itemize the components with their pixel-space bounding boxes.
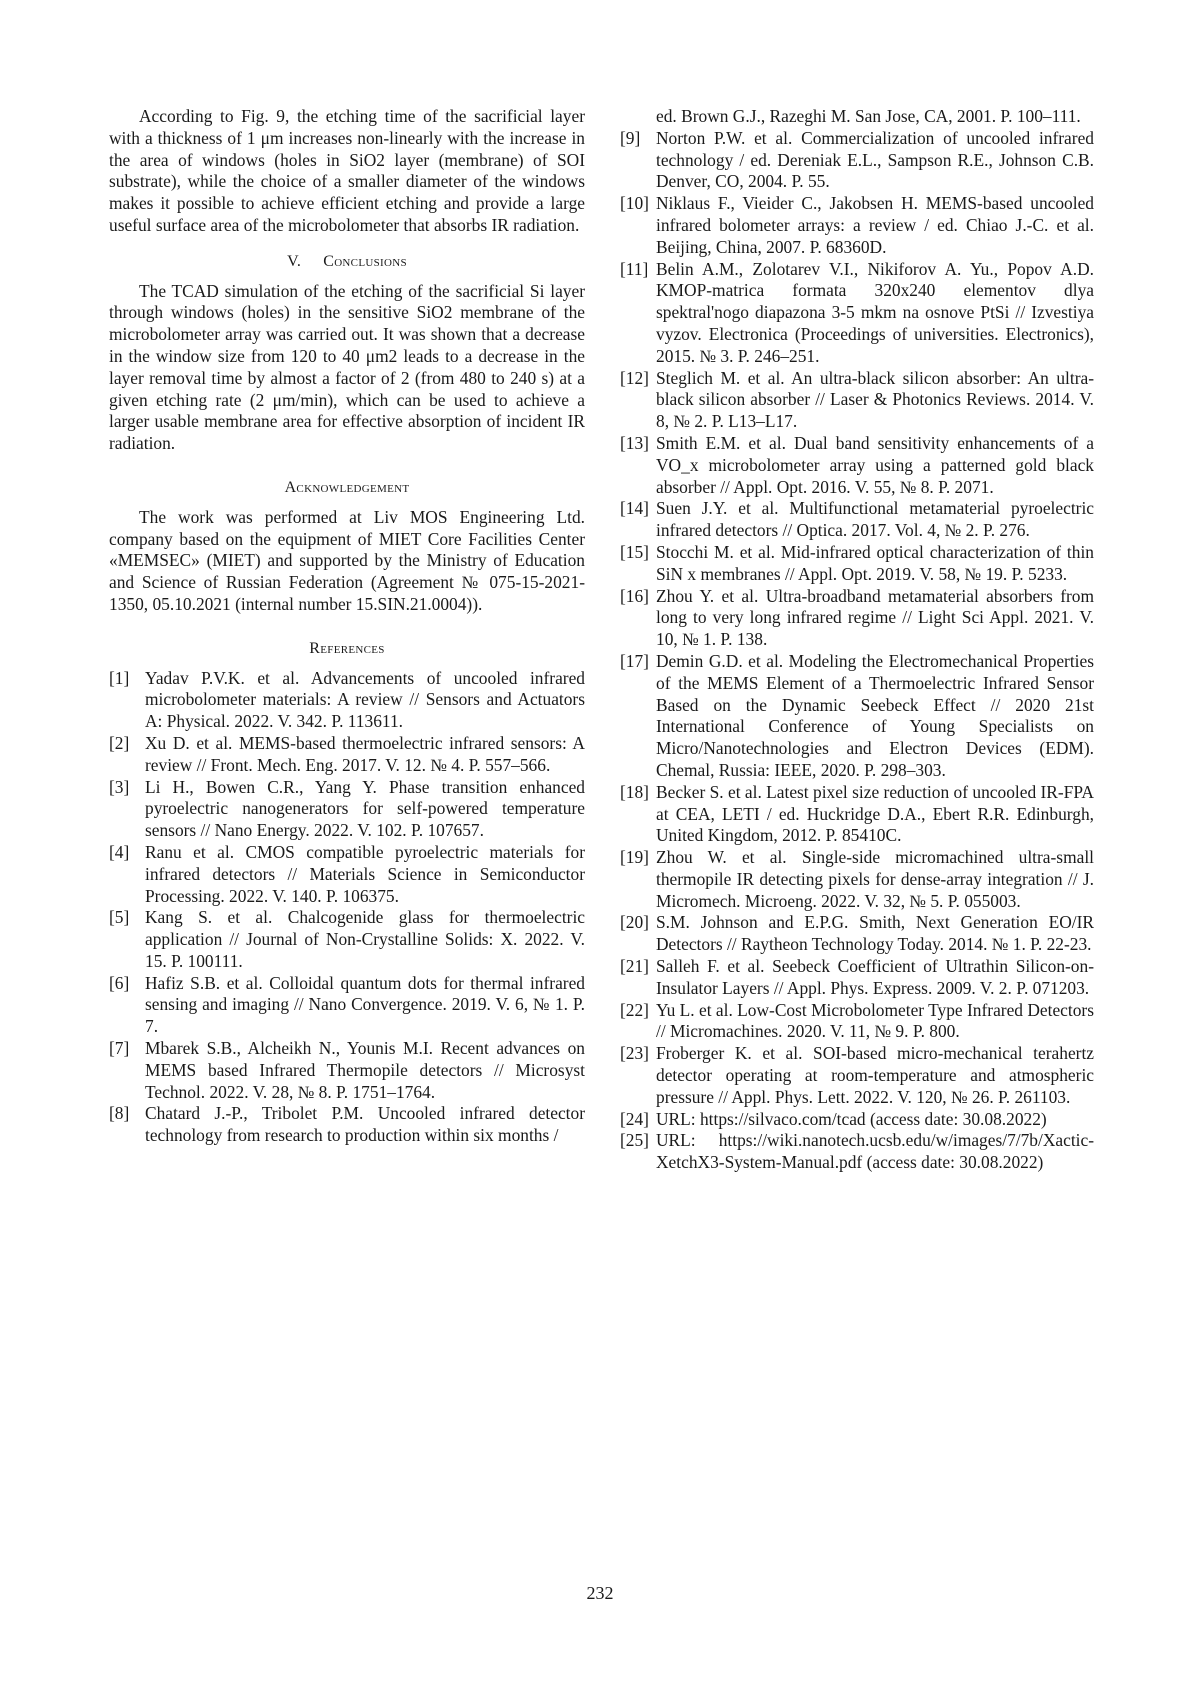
reference-number: [19]: [620, 847, 656, 912]
reference-number: [5]: [109, 907, 145, 972]
reference-text: Suen J.Y. et al. Multifunctional metamaterial pyroelectric infrared detectors // Optica. 2017. Vol. 4, № 2. P. 276.: [656, 498, 1094, 542]
reference-item: [109, 1038, 585, 1103]
conclusions-heading-number: V.: [287, 253, 301, 270]
references-list-right: [620, 106, 1094, 1174]
reference-text: S.M. Johnson and E.P.G. Smith, Next Generation EO/IR Detectors // Raytheon Technology Today. 2014. № 1. P. 22-23.: [656, 912, 1094, 956]
reference-number: [10]: [620, 193, 656, 258]
reference-number: [9]: [620, 128, 656, 193]
reference-number: [21]: [620, 956, 656, 1000]
reference-text: Smith E.M. et al. Dual band sensitivity enhancements of a VO_x microbolometer array using a patterned gold black absorber // Appl. Opt. 2016. V. 55, № 8. P. 2071.: [656, 433, 1094, 498]
reference-number: [4]: [109, 842, 145, 907]
reference-number: [6]: [109, 973, 145, 1038]
reference-item: [620, 368, 1094, 433]
reference-text: Li H., Bowen C.R., Yang Y. Phase transition enhanced pyroelectric nanogenerators for self-powered temperature sensors // Nano Energy. 2022. V. 102. P. 107657.: [145, 777, 585, 842]
reference-number: [8]: [109, 1103, 145, 1147]
page-number: 232: [0, 1583, 1200, 1604]
reference-item: [109, 1103, 585, 1147]
reference-number: [20]: [620, 912, 656, 956]
reference-item: [109, 842, 585, 907]
reference-text: Zhou W. et al. Single-side micromachined ultra-small thermopile IR detecting pixels for dense-array integration // J. Micromech. Microeng. 2022. V. 32, № 5. P. 055003.: [656, 847, 1094, 912]
reference-item: [620, 1130, 1094, 1174]
reference-number: [24]: [620, 1109, 656, 1131]
reference-number: [11]: [620, 259, 656, 368]
reference-text: Becker S. et al. Latest pixel size reduction of uncooled IR-FPA at CEA, LETI / ed. Huckridge D.A., Ebert R.R. Edinburgh, United Kingdom, 2012. P. 85410C.: [656, 782, 1094, 847]
reference-text: Belin A.M., Zolotarev V.I., Nikiforov A. Yu., Popov A.D. KMOP-matrica formata 320x240 elementov dlya spektral'nogo diapazona 3-5 mkm na osnove PtSi // Izvestiya vyzov. Electronica (Proceedings of universities. Electronics), 2015. № 3. P. 246–251.: [656, 259, 1094, 368]
reference-item: [620, 847, 1094, 912]
reference-item: [109, 973, 585, 1038]
reference-number: [13]: [620, 433, 656, 498]
reference-text: Steglich M. et al. An ultra-black silicon absorber: An ultra-black silicon absorber // Laser & Photonics Reviews. 2014. V. 8, № 2. P. L13–L17.: [656, 368, 1094, 433]
reference-item: [109, 907, 585, 972]
references-list-left: [109, 668, 585, 1148]
reference-item: [620, 433, 1094, 498]
left-column: [109, 106, 585, 1147]
reference-number: [23]: [620, 1043, 656, 1108]
reference-number: [17]: [620, 651, 656, 782]
reference-text: Norton P.W. et al. Commercialization of uncooled infrared technology / ed. Dereniak E.L., Sampson R.E., Johnson C.B. Denver, CO, 2004. P. 55.: [656, 128, 1094, 193]
paper-page: [0, 0, 1200, 1696]
reference-text: Yadav P.V.K. et al. Advancements of uncooled infrared microbolometer materials: A review // Sensors and Actuators A: Physical. 2022. V. 342. P. 113611.: [145, 668, 585, 733]
acknowledgement-heading-text: Acknowledgement: [285, 479, 410, 496]
reference-text: Zhou Y. et al. Ultra-broadband metamaterial absorbers from long to very long infrared regime // Light Sci Appl. 2021. V. 10, № 1. P. 138.: [656, 586, 1094, 651]
reference-number: [2]: [109, 733, 145, 777]
reference-number: [7]: [109, 1038, 145, 1103]
reference-text: Hafiz S.B. et al. Colloidal quantum dots for thermal infrared sensing and imaging // Nano Convergence. 2019. V. 6, № 1. P. 7.: [145, 973, 585, 1038]
reference-number: [16]: [620, 586, 656, 651]
reference-item: [620, 651, 1094, 782]
reference-item: [620, 956, 1094, 1000]
reference-continuation: ed. Brown G.J., Razeghi M. San Jose, CA, 2001. P. 100–111.: [620, 106, 1094, 128]
conclusions-heading-text: Conclusions: [323, 253, 407, 270]
reference-item: [620, 1043, 1094, 1108]
reference-item: [109, 733, 585, 777]
reference-item: [620, 912, 1094, 956]
reference-item: [620, 1000, 1094, 1044]
reference-text: Niklaus F., Vieider C., Jakobsen H. MEMS-based uncooled infrared bolometer arrays: a review / ed. Chiao J.-C. et al. Beijing, China, 2007. P. 68360D.: [656, 193, 1094, 258]
reference-text: Froberger K. et al. SOI-based micro-mechanical terahertz detector operating at room-temperature and atmospheric pressure // Appl. Phys. Lett. 2022. V. 120, № 26. P. 261103.: [656, 1043, 1094, 1108]
reference-item: [620, 782, 1094, 847]
reference-number: [14]: [620, 498, 656, 542]
reference-item: [620, 259, 1094, 368]
reference-item: [620, 542, 1094, 586]
reference-item: [620, 498, 1094, 542]
reference-text: Yu L. et al. Low-Cost Microbolometer Type Infrared Detectors // Micromachines. 2020. V. 11, № 9. P. 800.: [656, 1000, 1094, 1044]
reference-text: Salleh F. et al. Seebeck Coefficient of Ultrathin Silicon-on-Insulator Layers // Appl. Phys. Express. 2009. V. 2. P. 071203.: [656, 956, 1094, 1000]
reference-text: Demin G.D. et al. Modeling the Electromechanical Properties of the MEMS Element of a Thermoelectric Infrared Sensor Based on the Dynamic Seebeck Effect // 2020 21st International Conference of Young Specialists on Micro/Nanotechnologies and Electron Devices (EDM). Chemal, Russia: IEEE, 2020. P. 298–303.: [656, 651, 1094, 782]
acknowledgement-paragraph: The work was performed at Liv MOS Engineering Ltd. company based on the equipment of MIET Core Facilities Center «MEMSEC» (MIET) and supported by the Ministry of Education and Science of Russian Federation (Agreement № 075-15-2021-1350, 05.10.2021 (internal number 15.SIN.21.0004)).: [109, 507, 585, 616]
reference-text: Chatard J.-P., Tribolet P.M. Uncooled infrared detector technology from research to production within six months /: [145, 1103, 585, 1147]
reference-number: [18]: [620, 782, 656, 847]
reference-text: URL: https://wiki.nanotech.ucsb.edu/w/images/7/7b/Xactic-XetchX3-System-Manual.pdf (access date: 30.08.2022): [656, 1130, 1094, 1174]
reference-text: Ranu et al. CMOS compatible pyroelectric materials for infrared detectors // Materials Science in Semiconductor Processing. 2022. V. 140. P. 106375.: [145, 842, 585, 907]
reference-text: URL: https://silvaco.com/tcad (access date: 30.08.2022): [656, 1109, 1094, 1131]
reference-item: [109, 777, 585, 842]
reference-number: [1]: [109, 668, 145, 733]
reference-item: [620, 1109, 1094, 1131]
reference-number: [25]: [620, 1130, 656, 1174]
reference-item: [109, 668, 585, 733]
references-heading-text: References: [309, 640, 384, 657]
reference-item: [620, 586, 1094, 651]
reference-number: [12]: [620, 368, 656, 433]
right-column: [620, 106, 1094, 1174]
reference-text: Xu D. et al. MEMS-based thermoelectric infrared sensors: A review // Front. Mech. Eng. 2017. V. 12. № 4. P. 557–566.: [145, 733, 585, 777]
intro-paragraph: According to Fig. 9, the etching time of the sacrificial layer with a thickness of 1 μm increases non-linearly with the increase in the area of windows (holes in SiO2 layer (membrane) of SOI substrate), while the choice of a smaller diameter of the windows makes it possible to achieve efficient etching and provide a large useful surface area of the microbolometer that absorbs IR radiation.: [109, 106, 585, 237]
reference-number: [22]: [620, 1000, 656, 1044]
reference-number: [15]: [620, 542, 656, 586]
reference-item: [620, 193, 1094, 258]
reference-text: Stocchi M. et al. Mid-infrared optical characterization of thin SiN x membranes // Appl. Opt. 2019. V. 58, № 19. P. 5233.: [656, 542, 1094, 586]
acknowledgement-heading: [109, 477, 585, 499]
reference-text: Mbarek S.B., Alcheikh N., Younis M.I. Recent advances on MEMS based Infrared Thermopile detectors // Microsyst Technol. 2022. V. 28, № 8. P. 1751–1764.: [145, 1038, 585, 1103]
conclusions-heading: [109, 251, 585, 273]
references-heading: [109, 638, 585, 660]
reference-item: [620, 128, 1094, 193]
reference-number: [3]: [109, 777, 145, 842]
conclusions-paragraph: The TCAD simulation of the etching of the sacrificial Si layer through windows (holes) in the sensitive SiO2 membrane of the microbolometer array was carried out. It was shown that a decrease in the window size from 120 to 40 μm2 leads to a decrease in the layer removal time by almost a factor of 2 (from 480 to 240 s) at a given etching rate (2 μm/min), which can be used to achieve a larger usable membrane area for effective absorption of incident IR radiation.: [109, 281, 585, 455]
reference-text: Kang S. et al. Chalcogenide glass for thermoelectric application // Journal of Non-Crystalline Solids: X. 2022. V. 15. P. 100111.: [145, 907, 585, 972]
